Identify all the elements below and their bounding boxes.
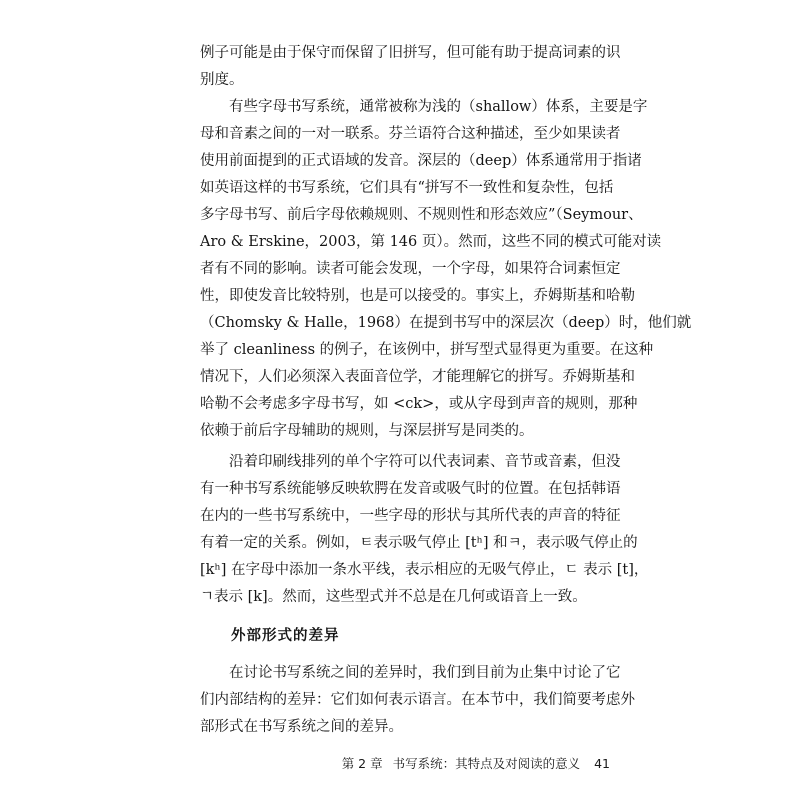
body-text-line: 多字母书写、前后字母依赖规则、不规则性和形态效应”（Seymour、	[200, 207, 643, 223]
footer-chapter: 第 2 章	[341, 756, 383, 771]
body-text-line: 沿着印刷线排列的单个字符可以代表词素、音节或音素，但没	[200, 454, 621, 470]
body-text-line: 如英语这样的书写系统，它们具有“拼写不一致性和复杂性，包括	[200, 180, 614, 196]
body-text-line: Aro & Erskine，2003，第 146 页）。然而，这些不同的模式可能对读	[200, 234, 662, 250]
section-text-line: 在讨论书写系统之间的差异时，我们到目前为止集中讨论了它	[200, 665, 621, 681]
body-text-line: 哈勒不会考虑多字母书写，如 <ck>，或从字母到声音的规则，那种	[200, 396, 638, 412]
footer-running-head: 书写系统：其特点及对阅读的意义	[392, 756, 581, 771]
body-text-line: 依赖于前后字母辅助的规则，与深层拼写是同类的。	[200, 423, 534, 439]
body-text-line: 有着一定的关系。例如，ㅌ表示吸气停止 [tʰ] 和ㅋ，表示吸气停止的	[200, 535, 638, 551]
body-text-line: ㄱ表示 [k]。然而，这些型式并不总是在几何或语音上一致。	[200, 589, 587, 605]
section-text-line: 们内部结构的差异：它们如何表示语言。在本节中，我们简要考虑外	[200, 692, 635, 708]
section-text-line: 部形式在书写系统之间的差异。	[200, 719, 403, 735]
section-heading: 外部形式的差异	[200, 628, 340, 644]
body-text-line: 有一种书写系统能够反映软腭在发音或吸气时的位置。在包括韩语	[200, 481, 621, 497]
body-text-line: 母和音素之间的一对一联系。芬兰语符合这种描述，至少如果读者	[200, 126, 621, 142]
body-text-line: 举了 cleanliness 的例子，在该例中，拼写型式显得更为重要。在这种	[200, 342, 654, 358]
body-text-line: 在内的一些书写系统中，一些字母的形状与其所代表的声音的特征	[200, 508, 621, 524]
page-footer	[342, 754, 610, 772]
body-text-line: [kʰ] 在字母中添加一条水平线，表示相应的无吸气停止，ㄷ 表示 [t]，	[200, 562, 649, 578]
body-text-line: 者有不同的影响。读者可能会发现，一个字母，如果符合词素恒定	[200, 261, 621, 277]
body-text-line: 情况下，人们必须深入表面音位学，才能理解它的拼写。乔姆斯基和	[200, 369, 635, 385]
body-text-line: 例子可能是由于保守而保留了旧拼写，但可能有助于提高词素的识	[200, 45, 621, 61]
body-text-line: 性，即使发音比较特别，也是可以接受的。事实上，乔姆斯基和哈勒	[200, 288, 635, 304]
body-text-line: （Chomsky & Halle，1968）在提到书写中的深层次（deep）时，他们就	[200, 315, 692, 331]
body-text-line: 使用前面提到的正式语域的发音。深层的（deep）体系通常用于指诸	[200, 153, 642, 169]
body-text-line: 别度。	[200, 72, 244, 88]
body-text-line: 有些字母书写系统，通常被称为浅的（shallow）体系，主要是字	[200, 99, 648, 115]
page-number: 41	[594, 756, 610, 771]
